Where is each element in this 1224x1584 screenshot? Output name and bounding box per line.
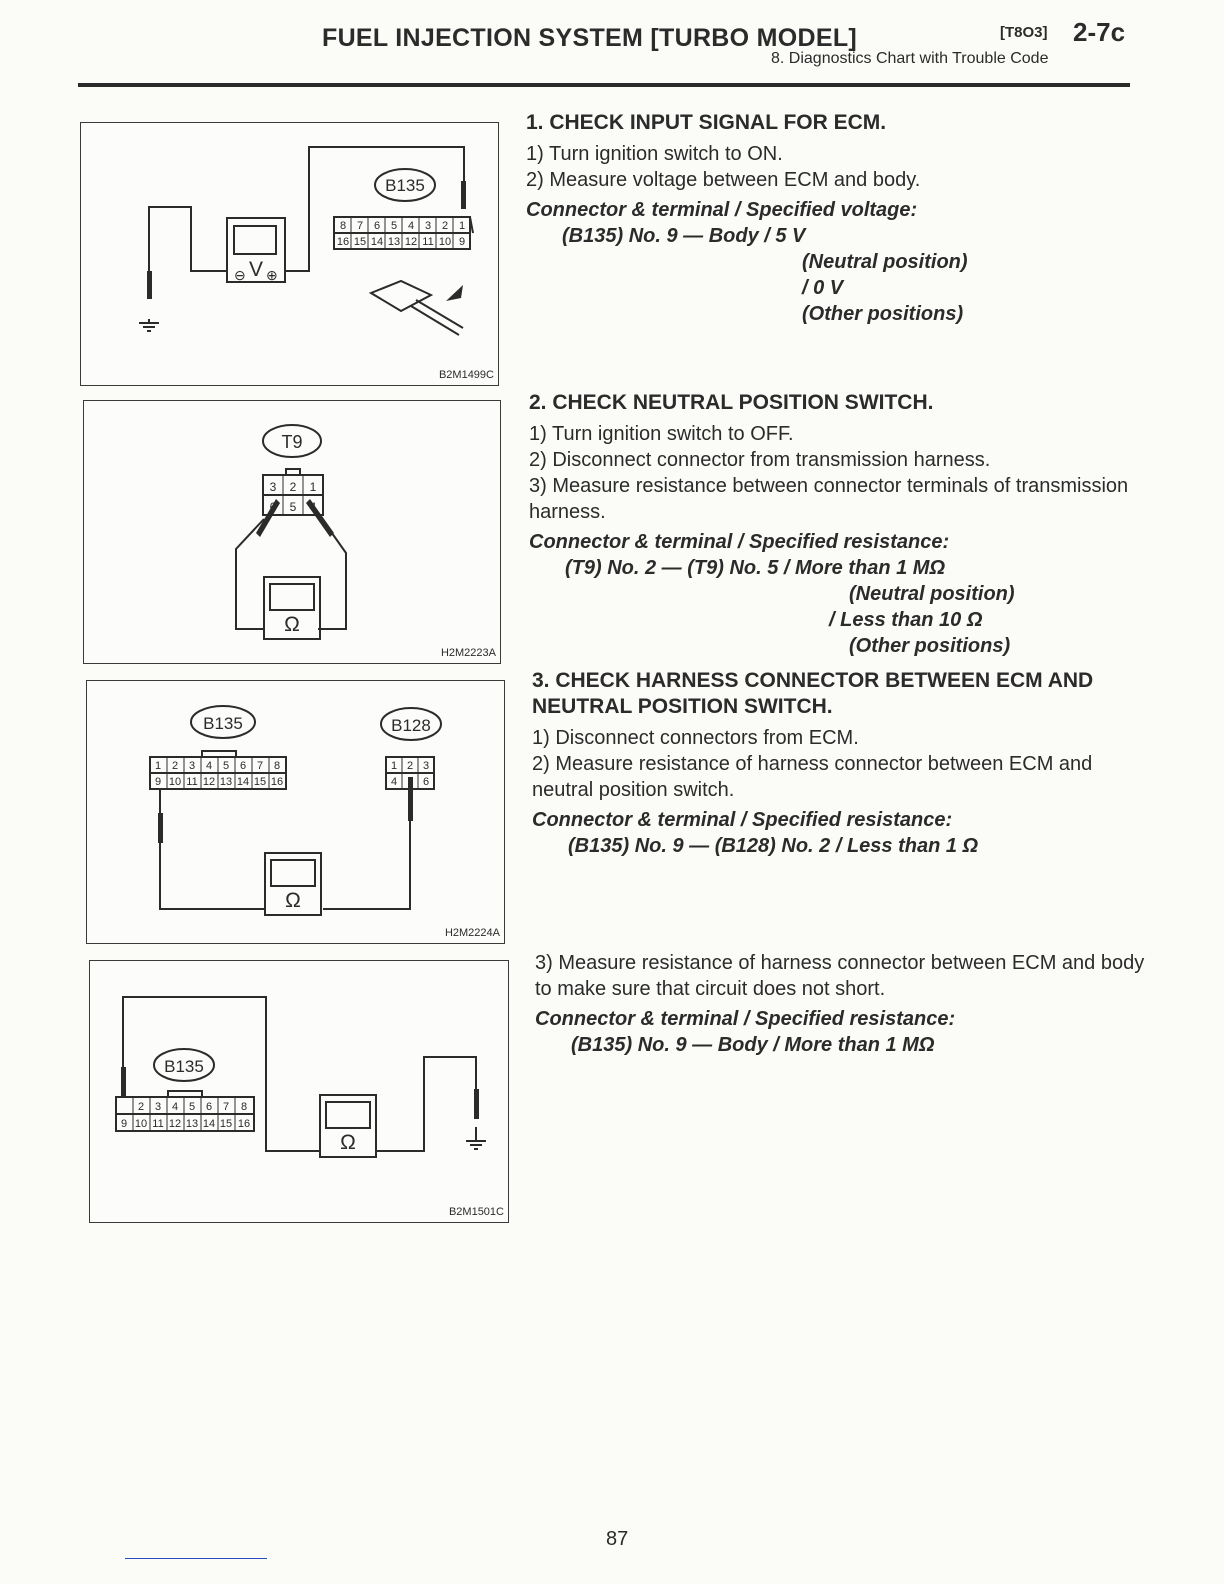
probe-left: [158, 813, 163, 843]
pin-label: 4: [171, 1101, 179, 1113]
page-title: FUEL INJECTION SYSTEM [TURBO MODEL]: [322, 24, 858, 52]
figure-harness-check: [86, 680, 505, 944]
spec-condition: (Other positions): [802, 303, 964, 325]
pin-label: 9: [458, 236, 466, 248]
neutral-switch-diagram: [84, 401, 500, 663]
figure-neutral-switch-check: [83, 400, 501, 664]
pin-label: 5: [188, 1101, 196, 1113]
pin-label: 9: [120, 1118, 128, 1130]
pin-label: 1: [154, 760, 162, 772]
pin-label: 11: [186, 776, 198, 788]
spec-condition: (Other positions): [849, 635, 1011, 657]
pin-label: 1: [458, 220, 466, 232]
pin-label: 12: [202, 776, 216, 788]
step-check-short: [535, 950, 1145, 1058]
voltage-check-diagram: [81, 123, 498, 385]
spec-heading: Connector & terminal / Specified resistance:: [535, 1008, 956, 1030]
probe-right: [408, 777, 413, 821]
step-check-input-signal: [526, 110, 1136, 327]
pin-label: 1: [309, 480, 317, 494]
plus-terminal: ⊕: [266, 267, 278, 283]
pin-label: 2: [289, 480, 297, 494]
pin-label: 10: [134, 1118, 148, 1130]
pin-label: 4: [407, 220, 415, 232]
pin-label: 2: [137, 1101, 145, 1113]
pin-label: 3: [422, 760, 430, 772]
pin-label: 8: [339, 220, 347, 232]
pin-label: 5: [222, 760, 230, 772]
pin-label: 8: [273, 760, 281, 772]
pin-label: 14: [236, 776, 250, 788]
figure-code: B2M1501C: [448, 1206, 504, 1218]
page-number: 87: [606, 1528, 629, 1550]
short-check-diagram: [90, 961, 508, 1222]
spec-value: (T9) No. 2 — (T9) No. 5 / More than 1 MΩ: [565, 557, 946, 579]
pin-label: 9: [154, 776, 162, 788]
probe-ecm: [121, 1067, 126, 1097]
figure-code: H2M2224A: [444, 927, 500, 939]
connector-label-a: B135: [203, 714, 243, 733]
footer-line: [125, 1558, 267, 1559]
pin-label: 7: [222, 1101, 230, 1113]
figure-code: B2M1499C: [438, 369, 494, 381]
step-check-harness-connector: [532, 668, 1142, 859]
connector-label: B135: [385, 176, 425, 195]
pin-label: 6: [422, 776, 430, 788]
spec-value: / 0 V: [802, 277, 844, 299]
probe-left: [256, 499, 280, 537]
figure-code: H2M2223A: [440, 647, 496, 659]
connector-label: B135: [164, 1057, 204, 1076]
pin-label: 3: [188, 760, 196, 772]
section-code: [T8O3]: [1000, 24, 1048, 41]
pin-label: 6: [239, 760, 247, 772]
pin-label: 3: [424, 220, 432, 232]
pin-label: 3: [269, 480, 277, 494]
pin-label: 10: [438, 236, 452, 248]
connector-label: T9: [281, 432, 303, 452]
spec-value: (B135) No. 9 — Body / More than 1 MΩ: [571, 1034, 935, 1056]
probe-signal: [461, 181, 466, 209]
step-instruction: 3) Measure resistance between connector terminals of transmission harness.: [529, 475, 1129, 523]
pin-label: 3: [154, 1101, 162, 1113]
pin-label: 4: [390, 776, 398, 788]
page-subtitle: 8. Diagnostics Chart with Trouble Code: [771, 50, 1049, 67]
step-title: 3. CHECK HARNESS CONNECTOR BETWEEN ECM AND NEUTRAL POSITION SWITCH.: [532, 669, 1094, 718]
pin-label: 6: [373, 220, 381, 232]
step-instruction: 2) Measure voltage between ECM and body.: [526, 169, 921, 191]
step-title: 2. CHECK NEUTRAL POSITION SWITCH.: [529, 391, 934, 414]
step-instruction: 1) Turn ignition switch to OFF.: [529, 423, 794, 445]
pin-label: 13: [219, 776, 233, 788]
header-rule: [78, 83, 1130, 87]
step-instruction: 1) Turn ignition switch to ON.: [526, 143, 783, 165]
pin-label: 15: [353, 236, 367, 248]
spec-heading: Connector & terminal / Specified voltage:: [526, 199, 918, 221]
step-instruction: 1) Disconnect connectors from ECM.: [532, 727, 859, 749]
pin-label: 5: [390, 220, 398, 232]
step-instruction: 2) Disconnect connector from transmission harness.: [529, 449, 991, 471]
ohmmeter-symbol: Ω: [285, 889, 301, 912]
pin-label: 12: [404, 236, 418, 248]
pin-label: 4: [309, 500, 317, 514]
pin-label: 15: [253, 776, 267, 788]
spec-heading: Connector & terminal / Specified resistance:: [529, 531, 950, 553]
step-instruction: 3) Measure resistance of harness connector between ECM and body to make sure that circuit does not short.: [535, 952, 1145, 1000]
pin-label: 7: [256, 760, 264, 772]
step-check-neutral-switch: [529, 390, 1139, 659]
pin-label: 2: [406, 760, 414, 772]
spec-condition: (Neutral position): [802, 251, 968, 273]
pin-label: 2: [171, 760, 179, 772]
pin-label: 13: [185, 1118, 199, 1130]
pin-label: 5: [289, 500, 297, 514]
pin-label: 16: [270, 776, 284, 788]
spec-value: / Less than 10 Ω: [829, 609, 983, 631]
pin-label: 14: [202, 1118, 216, 1130]
page-section-number: 2-7c: [1073, 17, 1126, 47]
pin-label: 6: [269, 500, 277, 514]
ohmmeter-symbol: Ω: [284, 613, 300, 636]
pin-label: 16: [237, 1118, 251, 1130]
pin-label: 8: [240, 1101, 248, 1113]
spec-condition: (Neutral position): [849, 583, 1015, 605]
pin-label: 1: [390, 760, 398, 772]
connector-label-b: B128: [391, 716, 431, 735]
pin-label: 11: [422, 236, 434, 248]
spec-value: (B135) No. 9 — Body / 5 V: [562, 225, 806, 247]
pin-label: 10: [168, 776, 182, 788]
probe-body: [474, 1089, 479, 1119]
pin-label: 12: [168, 1118, 182, 1130]
pin-label: 2: [441, 220, 449, 232]
pin-label: 7: [356, 220, 364, 232]
pin-label: 6: [205, 1101, 213, 1113]
pin-label: 13: [387, 236, 401, 248]
minus-terminal: ⊖: [234, 267, 246, 283]
pin-label: 4: [205, 760, 213, 772]
pin-label: 14: [370, 236, 384, 248]
pin-label: 11: [152, 1118, 164, 1130]
ohmmeter-symbol: Ω: [340, 1131, 356, 1154]
figure-short-check: [89, 960, 509, 1223]
voltmeter-symbol: V: [248, 258, 264, 281]
spec-value: (B135) No. 9 — (B128) No. 2 / Less than 1 Ω: [568, 835, 979, 857]
step-title: 1. CHECK INPUT SIGNAL FOR ECM.: [526, 111, 887, 134]
probe-ground: [147, 271, 152, 299]
harness-check-diagram: [87, 681, 504, 943]
spec-heading: Connector & terminal / Specified resistance:: [532, 809, 953, 831]
figure-voltage-check: [80, 122, 499, 386]
step-instruction: 2) Measure resistance of harness connector between ECM and neutral position switch.: [532, 753, 1093, 801]
pin-label: 16: [336, 236, 350, 248]
pin-label: 15: [219, 1118, 233, 1130]
